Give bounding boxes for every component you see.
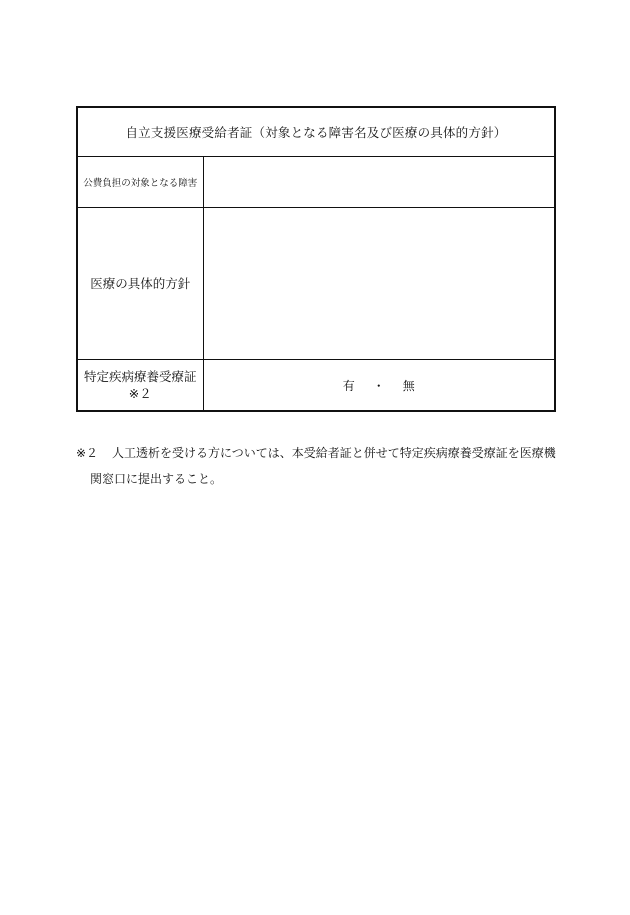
disability-value-field[interactable] <box>203 157 555 208</box>
footnote-line1: 人工透析を受ける方については、本受給者証と併せて特定疾病療養受療証を医療機 <box>112 446 556 460</box>
cert-yes-option[interactable]: 有 <box>342 378 355 393</box>
cert-separator: ・ <box>372 378 385 393</box>
footnote <box>76 440 560 492</box>
form-title: 自立支援医療受給者証（対象となる障害名及び医療の具体的方針） <box>77 107 555 157</box>
disability-label: 公費負担の対象となる障害 <box>77 157 203 208</box>
cert-label <box>77 360 203 412</box>
cert-label-line2: ※２ <box>128 386 152 401</box>
cert-no-option[interactable]: 無 <box>402 378 415 393</box>
cert-label-line1: 特定疾病療養受療証 <box>83 369 197 384</box>
footnote-line2: 関窓口に提出すること。 <box>90 472 223 486</box>
cert-value-field[interactable] <box>203 360 555 412</box>
footnote-mark: ※２ <box>76 446 99 460</box>
policy-label: 医療の具体的方針 <box>77 208 203 360</box>
policy-value-field[interactable] <box>203 208 555 360</box>
certificate-form-table <box>76 106 556 412</box>
